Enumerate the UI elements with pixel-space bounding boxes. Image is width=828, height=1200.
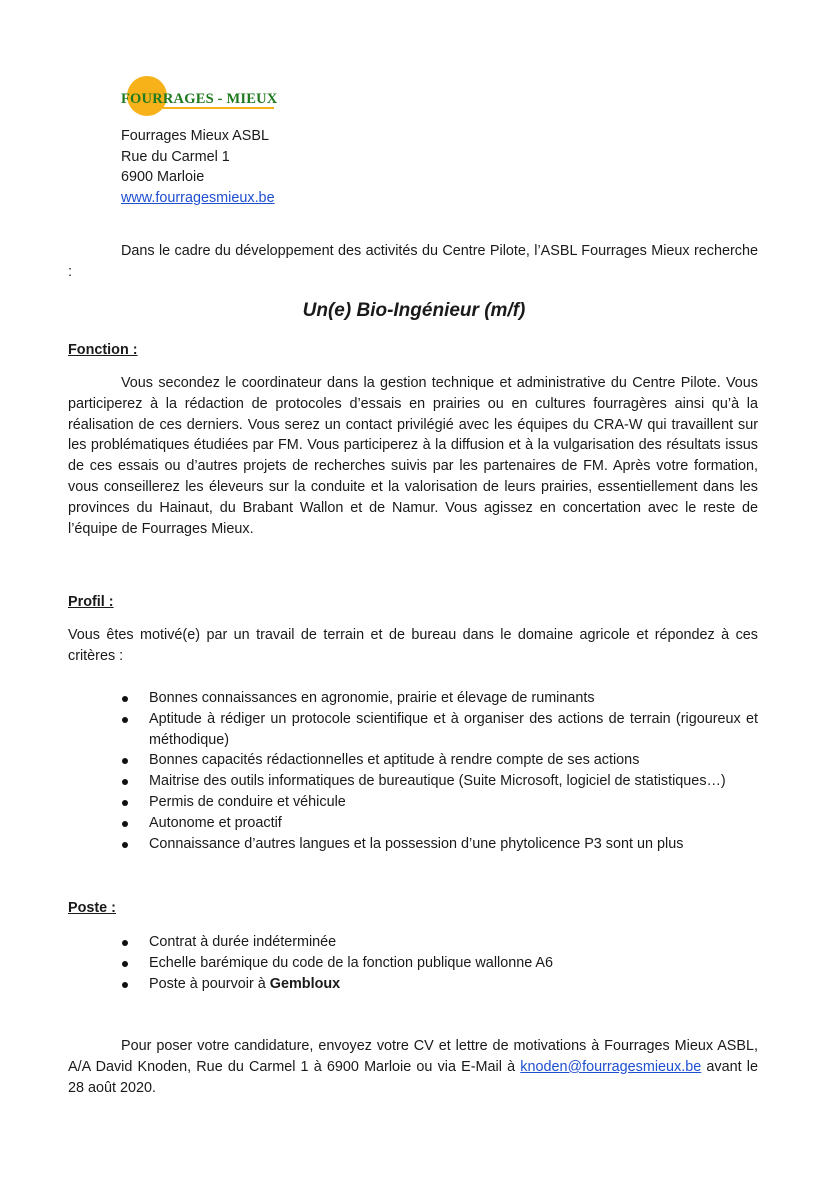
closing-paragraph: Pour poser votre candidature, envoyez votre CV et lettre de motivations à Fourrages Mieux ASBL, A/A David Knoden, Rue du Carmel 1 à 6900 Marloie ou via E-Mail à knoden@fourragesmieux.be avant le 28 août 2020. [68, 1038, 758, 1096]
logo-text: FOURRAGES - MIEUX [121, 91, 278, 107]
list-item: Maitrise des outils informatiques de bureautique (Suite Microsoft, logiciel de statistiques…) [68, 771, 758, 792]
list-item: Aptitude à rédiger un protocole scientifique et à organiser des actions de terrain (rigoureux et méthodique) [68, 709, 758, 751]
list-item: Autonome et proactif [68, 813, 758, 834]
job-title: Un(e) Bio-Ingénieur (m/f) [302, 300, 526, 321]
bullet-icon [122, 821, 128, 827]
fonction-heading: Fonction : [68, 342, 138, 358]
profil-criteria-list [68, 688, 758, 854]
sender-address [121, 126, 275, 208]
poste-list [68, 932, 758, 994]
profil-intro: Vous êtes motivé(e) par un travail de terrain et de bureau dans le domaine agricole et répondez à ces critères : [68, 627, 758, 664]
bullet-icon [122, 961, 128, 967]
website-link[interactable]: www.fourragesmieux.be [121, 189, 275, 206]
bullet-icon [122, 717, 128, 723]
bullet-icon [122, 696, 128, 702]
list-item: Permis de conduire et véhicule [68, 792, 758, 813]
list-item: Echelle barémique du code de la fonction publique wallonne A6 [68, 953, 758, 974]
list-item: Contrat à durée indéterminée [68, 932, 758, 953]
address-line-2: Rue du Carmel 1 [121, 148, 230, 165]
email-link[interactable]: knoden@fourragesmieux.be [520, 1058, 702, 1075]
fonction-paragraph [68, 373, 758, 539]
fonction-text: Vous secondez le coordinateur dans la gestion technique et administrative du Centre Pilote. Vous participerez à la rédaction de protocoles d’essais en prairies ou en cultures fourragères ainsi qu’à la réalisation de ces derniers. Vous serez un contact privilégié avec les équipes du CRA-W qui travaillent sur les problématiques étudiées par FM. Vous participerez à la diffusion et à la vulgarisation des résultats issus de ces essais ou d’autres projets de recherches suivis par les partenaires de FM. Après votre formation, vous conseillerez les éleveurs sur la conduite et la valorisation de leurs prairies, essentiellement dans les provinces du Hainaut, du Brabant Wallon et de Namur. Vous agissez en concertation avec le reste de l’équipe de Fourrages Mieux. [68, 375, 758, 537]
address-line-3: 6900 Marloie [121, 169, 205, 185]
list-item: Bonnes capacités rédactionnelles et aptitude à rendre compte de ses actions [68, 750, 758, 771]
intro-text: Dans le cadre du développement des activités du Centre Pilote, l’ASBL Fourrages Mieux recherche : [68, 243, 758, 280]
bullet-icon [122, 800, 128, 806]
intro-paragraph [68, 241, 758, 283]
fourrages-mieux-logo [121, 76, 277, 118]
bullet-icon [122, 758, 128, 764]
location-gembloux: Gembloux [269, 975, 341, 992]
bullet-icon [122, 779, 128, 785]
bullet-icon [122, 982, 128, 988]
profil-heading: Profil : [68, 594, 114, 610]
bullet-icon [122, 842, 128, 848]
bullet-icon [122, 940, 128, 946]
poste-heading: Poste : [68, 900, 116, 916]
list-item: Connaissance d’autres langues et la possession d’une phytolicence P3 sont un plus [68, 834, 758, 855]
list-item: Bonnes connaissances en agronomie, prairie et élevage de ruminants [68, 688, 758, 709]
address-line-1: Fourrages Mieux ASBL [121, 128, 269, 144]
list-item: Poste à pourvoir à Gembloux [68, 974, 758, 995]
